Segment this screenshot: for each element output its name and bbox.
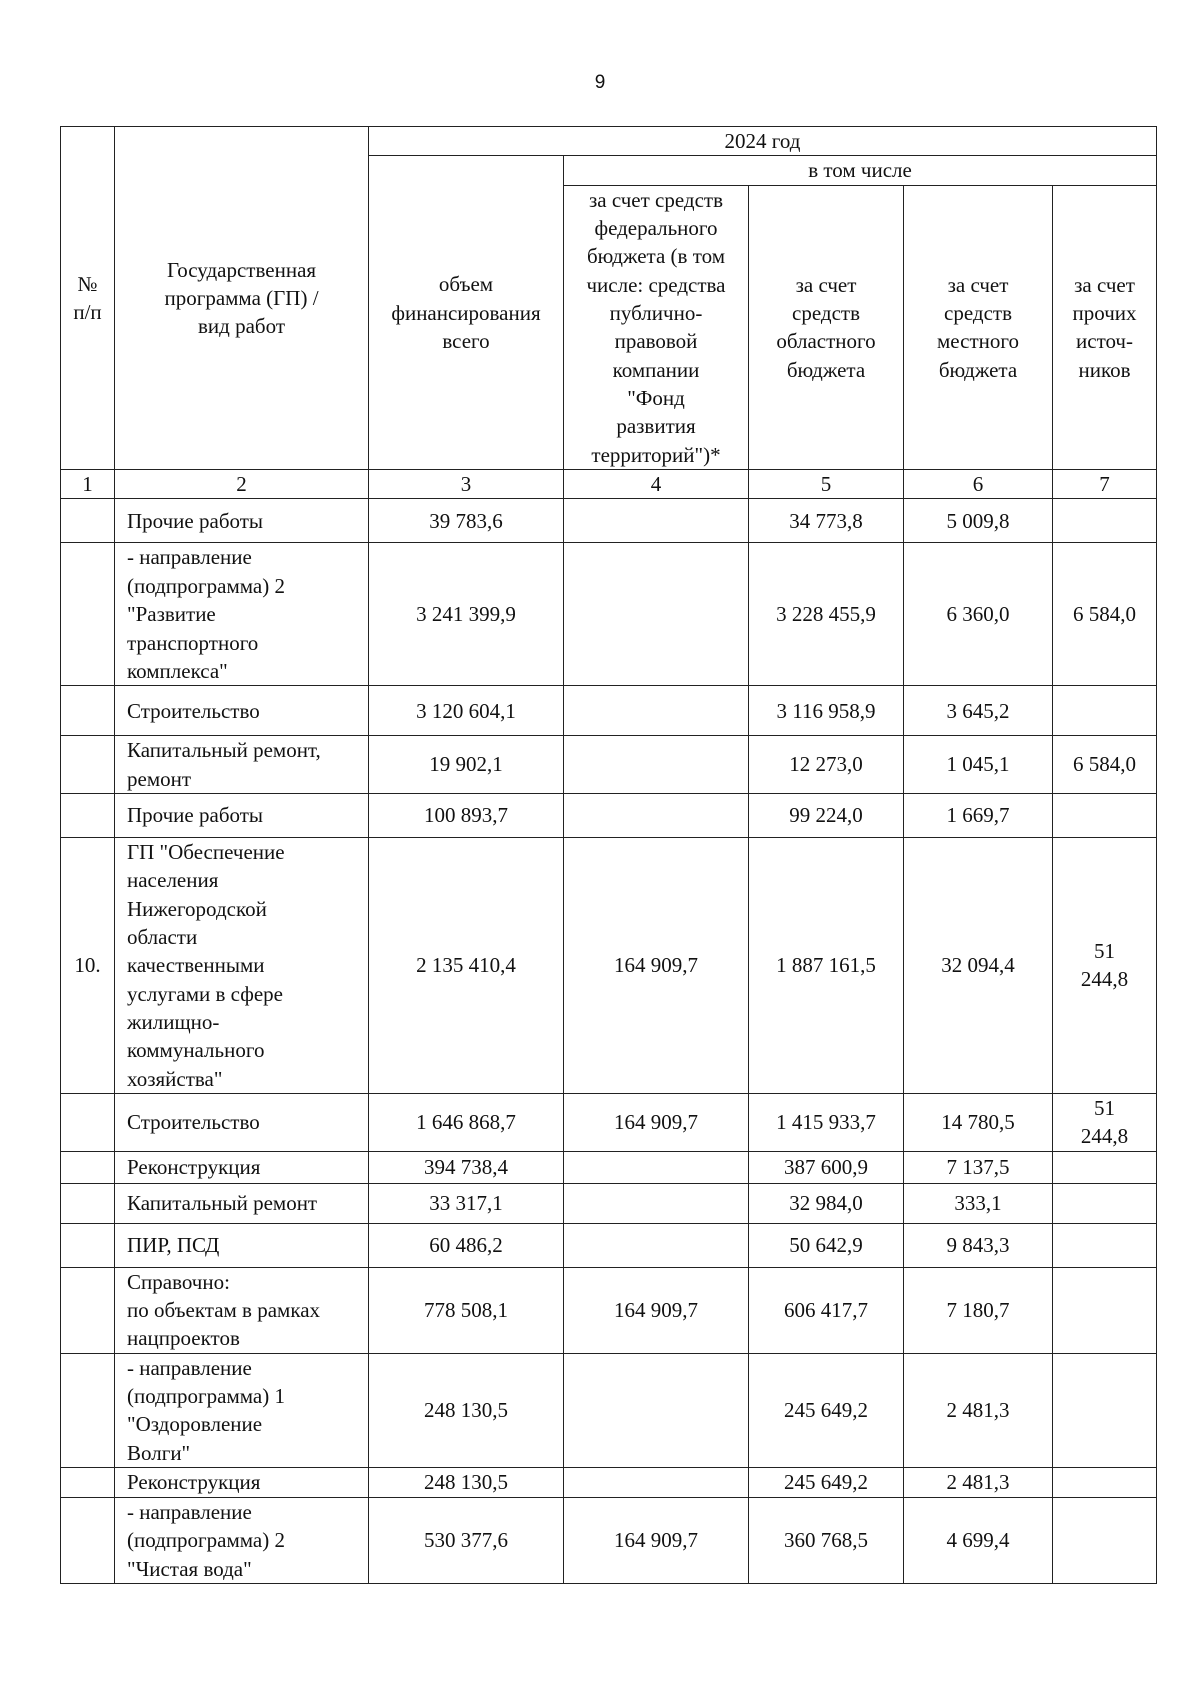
cell-num (61, 1183, 115, 1223)
text-line: за счет (795, 272, 857, 297)
column-number: 2 (115, 470, 369, 499)
text-line: средств (792, 301, 860, 326)
cell-total: 530 377,6 (369, 1498, 564, 1584)
cell-local: 5 009,8 (904, 499, 1053, 543)
cell-federal (564, 1223, 749, 1267)
text-line: Строительство (127, 698, 260, 723)
text-line: областного (776, 329, 876, 354)
cell-regional: 245 649,2 (749, 1468, 904, 1498)
cell-federal: 164 909,7 (564, 1267, 749, 1353)
cell-local: 9 843,3 (904, 1223, 1053, 1267)
text-line: услугами в сфере (127, 981, 284, 1006)
cell-federal (564, 686, 749, 736)
text-line: хозяйства" (127, 1066, 223, 1091)
text-line: 244,8 (1080, 967, 1129, 992)
column-number: 5 (749, 470, 904, 499)
text-line: всего (442, 328, 490, 353)
header-including: в том числе (564, 156, 1157, 185)
cell-total: 19 902,1 (369, 736, 564, 794)
cell-local: 3 645,2 (904, 686, 1053, 736)
cell-other (1053, 686, 1157, 736)
text-line: "Чистая вода" (127, 1556, 252, 1581)
column-numbers-row (61, 470, 1157, 499)
text-line: Капитальный ремонт (127, 1190, 318, 1215)
cell-name (115, 1093, 369, 1151)
cell-name (115, 1498, 369, 1584)
cell-other (1053, 1223, 1157, 1267)
cell-regional: 245 649,2 (749, 1353, 904, 1467)
column-number: 4 (564, 470, 749, 499)
text-line: 244,8 (1080, 1124, 1129, 1149)
text-line: населения (127, 868, 219, 893)
cell-num (61, 793, 115, 837)
cell-other (1053, 1468, 1157, 1498)
cell-name (115, 686, 369, 736)
header-program (115, 127, 369, 470)
cell-federal (564, 1468, 749, 1498)
text-line: Нижегородской (127, 896, 267, 921)
header-num (61, 127, 115, 470)
text-line: бюджета (786, 357, 866, 382)
cell-num (61, 1151, 115, 1183)
header-other (1053, 185, 1157, 469)
cell-num (61, 1468, 115, 1498)
text-line: программа (ГП) / (164, 285, 319, 310)
cell-total: 33 317,1 (369, 1183, 564, 1223)
cell-name (115, 793, 369, 837)
header-regional (749, 185, 904, 469)
cell-total: 60 486,2 (369, 1223, 564, 1267)
cell-local: 1 669,7 (904, 793, 1053, 837)
table-row (61, 1093, 1157, 1151)
cell-num (61, 686, 115, 736)
header-local (904, 185, 1053, 469)
text-line: Справочно: (127, 1269, 230, 1294)
cell-name (115, 736, 369, 794)
cell-regional: 387 600,9 (749, 1151, 904, 1183)
cell-local: 32 094,4 (904, 837, 1053, 1093)
cell-name (115, 1468, 369, 1498)
text-line: бюджета (938, 357, 1018, 382)
cell-name (115, 837, 369, 1093)
cell-other (1053, 736, 1157, 794)
cell-other (1053, 1498, 1157, 1584)
cell-name (115, 543, 369, 686)
text-line: по объектам в рамках (127, 1298, 321, 1322)
text-line: "Оздоровление (127, 1412, 263, 1437)
cell-local: 6 360,0 (904, 543, 1053, 686)
text-line: "Развитие (127, 602, 216, 627)
text-line: - направление (127, 545, 252, 570)
table-row (61, 543, 1157, 686)
cell-name (115, 499, 369, 543)
text-line: финансирования (391, 300, 541, 325)
text-line: ников (1078, 357, 1131, 382)
cell-name (115, 1151, 369, 1183)
cell-local: 2 481,3 (904, 1468, 1053, 1498)
cell-num (61, 1498, 115, 1584)
text-line: вид работ (198, 314, 285, 339)
cell-federal (564, 736, 749, 794)
text-line: (подпрограмма) 1 (127, 1384, 285, 1409)
text-line: коммунального (127, 1038, 265, 1063)
text-line: "Фонд (627, 386, 685, 411)
cell-other (1053, 543, 1157, 686)
column-number: 7 (1053, 470, 1157, 499)
cell-num (61, 543, 115, 686)
text-line: за счет средств (588, 187, 724, 212)
table-row (61, 736, 1157, 794)
text-line: ПИР, ПСД (127, 1232, 220, 1257)
cell-federal: 164 909,7 (564, 1093, 749, 1151)
page-number: 9 (594, 72, 606, 93)
cell-total: 3 241 399,9 (369, 543, 564, 686)
text-line: п/п (73, 300, 102, 325)
header-year: 2024 год (369, 127, 1157, 156)
text-line: 51 (1094, 1095, 1115, 1120)
text-line: (подпрограмма) 2 (127, 1528, 285, 1553)
text-line: компании (612, 357, 700, 382)
table-row (61, 1468, 1157, 1498)
text-line: 6 584,0 (1073, 752, 1136, 777)
text-line: Строительство (127, 1110, 260, 1135)
cell-local: 7 180,7 (904, 1267, 1053, 1353)
cell-federal (564, 1151, 749, 1183)
cell-num (61, 499, 115, 543)
text-line: Прочие работы (127, 803, 264, 828)
cell-regional: 50 642,9 (749, 1223, 904, 1267)
table-row (61, 837, 1157, 1093)
table-row (61, 1223, 1157, 1267)
cell-local: 7 137,5 (904, 1151, 1053, 1183)
cell-local: 1 045,1 (904, 736, 1053, 794)
cell-num (61, 1093, 115, 1151)
text-line: публично- (609, 301, 703, 326)
text-line: за счет (947, 272, 1009, 297)
text-line: источ- (1076, 329, 1133, 354)
cell-federal (564, 1353, 749, 1467)
text-line: 51 (1094, 939, 1115, 964)
text-line: развития (616, 414, 696, 439)
table-row (61, 499, 1157, 543)
cell-local: 4 699,4 (904, 1498, 1053, 1584)
cell-regional: 32 984,0 (749, 1183, 904, 1223)
cell-other (1053, 1093, 1157, 1151)
cell-num (61, 1223, 115, 1267)
cell-federal: 164 909,7 (564, 1498, 749, 1584)
cell-local: 2 481,3 (904, 1353, 1053, 1467)
cell-name (115, 1267, 369, 1353)
text-line: качественными (127, 953, 265, 978)
table-row (61, 1498, 1157, 1584)
text-line: - направление (127, 1500, 252, 1525)
text-line: Государственная (166, 257, 317, 282)
cell-total: 778 508,1 (369, 1267, 564, 1353)
text-line: территорий")* (591, 442, 721, 467)
cell-num: 10. (61, 837, 115, 1093)
cell-regional: 3 116 958,9 (749, 686, 904, 736)
table-row (61, 1267, 1157, 1353)
cell-regional: 360 768,5 (749, 1498, 904, 1584)
header-federal (564, 185, 749, 469)
text-line: (подпрограмма) 2 (127, 573, 285, 598)
cell-regional: 12 273,0 (749, 736, 904, 794)
cell-total: 2 135 410,4 (369, 837, 564, 1093)
column-number: 1 (61, 470, 115, 499)
cell-federal: 164 909,7 (564, 837, 749, 1093)
cell-other (1053, 1151, 1157, 1183)
cell-regional: 1 887 161,5 (749, 837, 904, 1093)
text-line: Прочие работы (127, 508, 264, 533)
cell-regional: 1 415 933,7 (749, 1093, 904, 1151)
text-line: 6 584,0 (1073, 602, 1136, 627)
cell-name (115, 1183, 369, 1223)
table-row (61, 1183, 1157, 1223)
cell-other (1053, 1353, 1157, 1467)
financing-table (60, 126, 1157, 1584)
header-total (369, 156, 564, 470)
cell-other (1053, 793, 1157, 837)
cell-name (115, 1353, 369, 1467)
text-line: объем (438, 272, 494, 297)
cell-total: 394 738,4 (369, 1151, 564, 1183)
cell-regional: 606 417,7 (749, 1267, 904, 1353)
cell-num (61, 736, 115, 794)
text-line: Реконструкция (127, 1470, 261, 1495)
text-line: Реконструкция (127, 1154, 261, 1179)
cell-regional: 99 224,0 (749, 793, 904, 837)
table-row (61, 686, 1157, 736)
cell-federal (564, 793, 749, 837)
text-line: жилищно- (127, 1009, 220, 1034)
cell-total: 100 893,7 (369, 793, 564, 837)
cell-num (61, 1353, 115, 1467)
cell-regional: 34 773,8 (749, 499, 904, 543)
text-line: транспортного (127, 630, 259, 655)
text-line: числе: средства (586, 272, 726, 297)
cell-federal (564, 543, 749, 686)
text-line: местного (937, 329, 1019, 354)
table-row (61, 1353, 1157, 1467)
column-number: 6 (904, 470, 1053, 499)
text-line: Волги" (127, 1440, 191, 1465)
cell-total: 1 646 868,7 (369, 1093, 564, 1151)
cell-regional: 3 228 455,9 (749, 543, 904, 686)
cell-other (1053, 837, 1157, 1093)
column-number: 3 (369, 470, 564, 499)
text-line: средств (944, 301, 1012, 326)
cell-other (1053, 1183, 1157, 1223)
text-line: бюджета (в том (587, 244, 725, 269)
text-line: - направление (127, 1355, 252, 1380)
cell-num (61, 1267, 115, 1353)
cell-local: 14 780,5 (904, 1093, 1053, 1151)
cell-total: 248 130,5 (369, 1468, 564, 1498)
text-line: № (77, 271, 98, 296)
cell-total: 39 783,6 (369, 499, 564, 543)
text-line: области (127, 924, 198, 949)
text-line: ремонт (127, 766, 192, 791)
text-line: за счет (1074, 272, 1135, 297)
cell-federal (564, 499, 749, 543)
text-line: комплекса" (127, 658, 228, 683)
text-line: нацпроектов (127, 1326, 240, 1351)
text-line: федерального (594, 216, 718, 241)
cell-federal (564, 1183, 749, 1223)
cell-other (1053, 1267, 1157, 1353)
cell-total: 3 120 604,1 (369, 686, 564, 736)
cell-local: 333,1 (904, 1183, 1053, 1223)
table-row (61, 1151, 1157, 1183)
cell-total: 248 130,5 (369, 1353, 564, 1467)
table-row (61, 793, 1157, 837)
text-line: Капитальный ремонт, (127, 738, 321, 763)
table-header (61, 127, 1157, 499)
text-line: правовой (614, 329, 698, 354)
cell-name (115, 1223, 369, 1267)
text-line: прочих (1072, 301, 1137, 326)
table-body (61, 499, 1157, 1584)
text-line: ГП "Обеспечение (127, 839, 285, 864)
cell-other (1053, 499, 1157, 543)
